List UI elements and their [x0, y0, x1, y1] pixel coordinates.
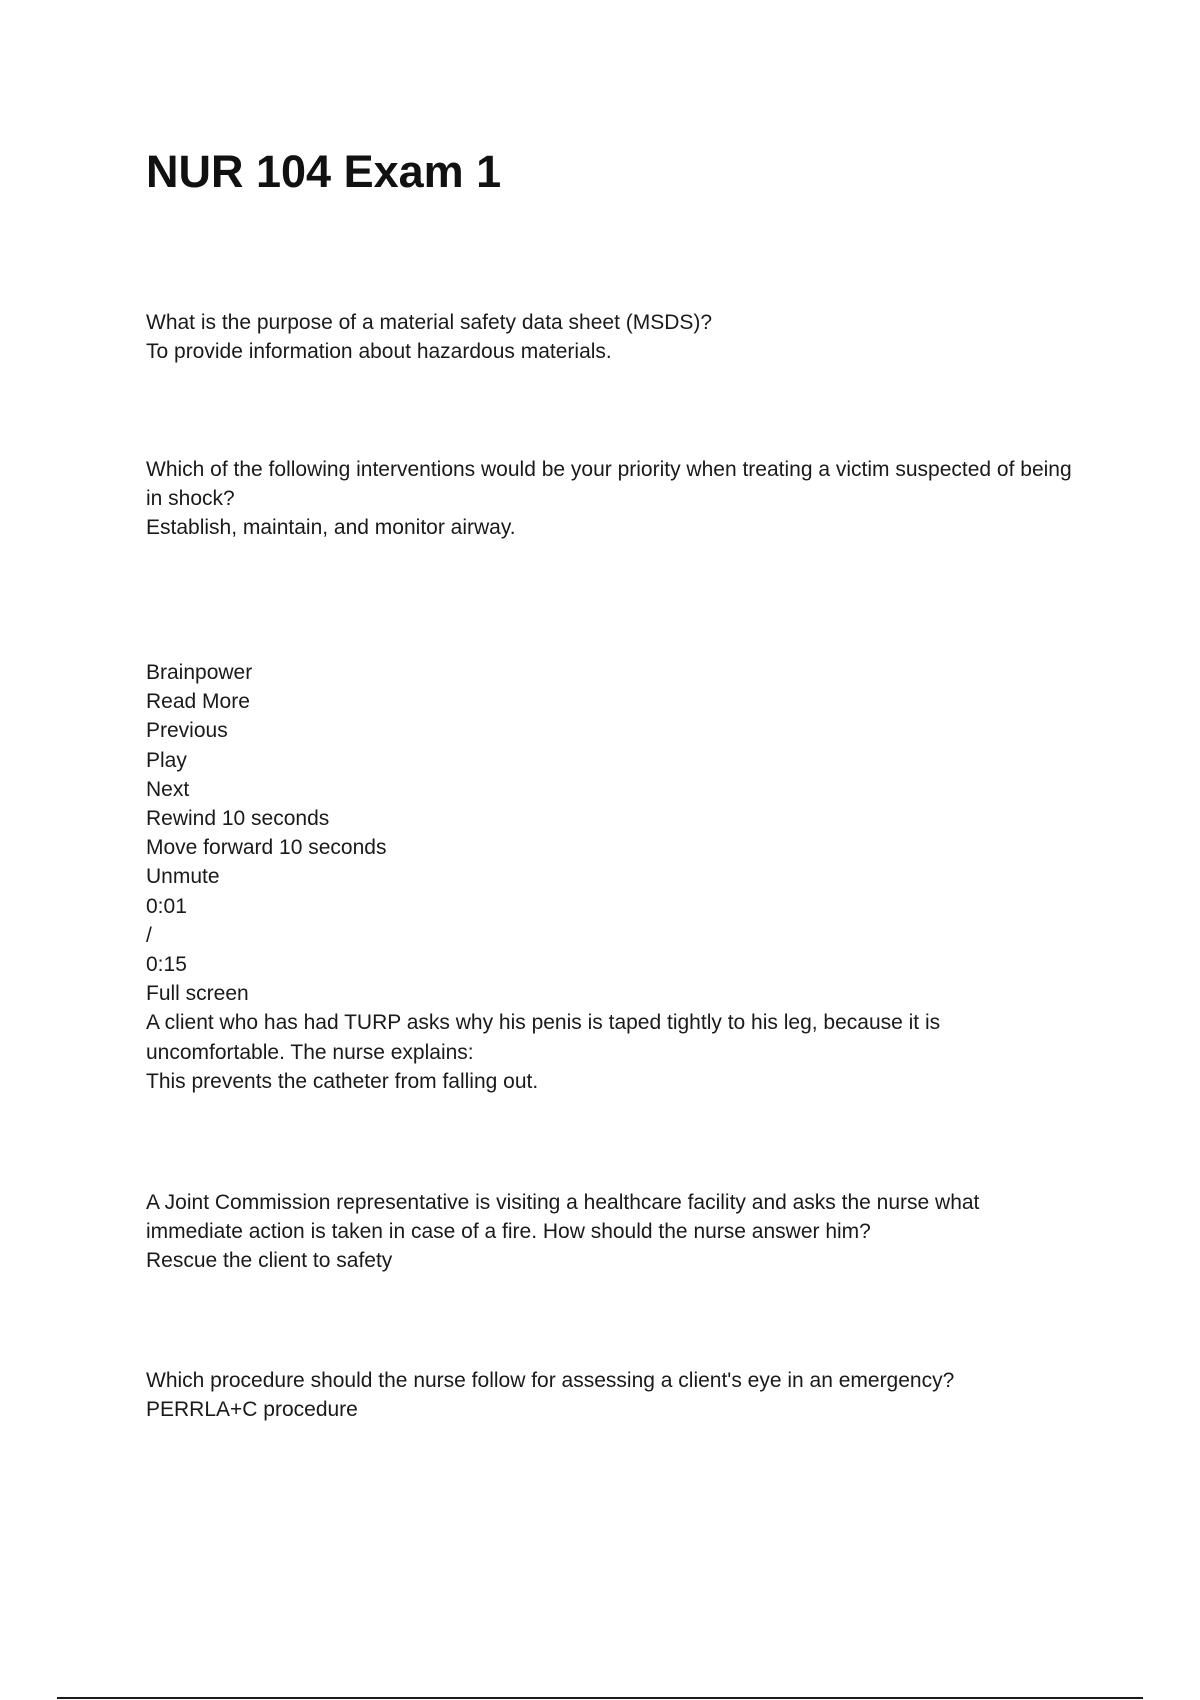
- time-separator: /: [146, 923, 152, 947]
- player-brand-label: Brainpower: [146, 661, 253, 684]
- question-text: What is the purpose of a material safety data sheet (MSDS)?: [146, 311, 713, 334]
- read-more-link[interactable]: Read More: [146, 690, 250, 714]
- fullscreen-button[interactable]: Full screen: [146, 982, 249, 1006]
- qa-item-fire: [146, 1188, 1076, 1276]
- question-text: A Joint Commission representative is visiting a healthcare facility and asks the nurse what immediate action is taken in case of a fire. How should the nurse answer him?: [146, 1191, 980, 1244]
- question-text: Which of the following interventions would be your priority when treating a victim suspected of being in shock?: [146, 458, 1072, 511]
- qa-item-eye: [146, 1366, 1076, 1424]
- unmute-button[interactable]: Unmute: [146, 865, 220, 889]
- player-and-qa-section: [146, 658, 1076, 1096]
- question-text: Which procedure should the nurse follow for assessing a client's eye in an emergency?: [146, 1369, 955, 1392]
- answer-text: To provide information about hazardous materials.: [146, 340, 612, 364]
- answer-text: This prevents the catheter from falling out.: [146, 1069, 539, 1093]
- current-time: 0:01: [146, 894, 187, 918]
- forward-button[interactable]: Move forward 10 seconds: [146, 836, 387, 860]
- previous-button[interactable]: Previous: [146, 719, 228, 743]
- duration-time: 0:15: [146, 953, 187, 977]
- answer-text: Establish, maintain, and monitor airway.: [146, 516, 516, 540]
- question-text: A client who has had TURP asks why his penis is taped tightly to his leg, because it is uncomfortable. The nurse explains:: [146, 1011, 941, 1064]
- rewind-button[interactable]: Rewind 10 seconds: [146, 807, 330, 831]
- qa-item-msds: [146, 308, 1076, 366]
- footer-divider: [57, 1697, 1143, 1699]
- answer-text: PERRLA+C procedure: [146, 1398, 358, 1422]
- qa-item-shock: [146, 455, 1076, 543]
- play-button[interactable]: Play: [146, 748, 187, 772]
- page-title: NUR 104 Exam 1: [146, 146, 502, 197]
- next-button[interactable]: Next: [146, 777, 190, 801]
- answer-text: Rescue the client to safety: [146, 1249, 393, 1273]
